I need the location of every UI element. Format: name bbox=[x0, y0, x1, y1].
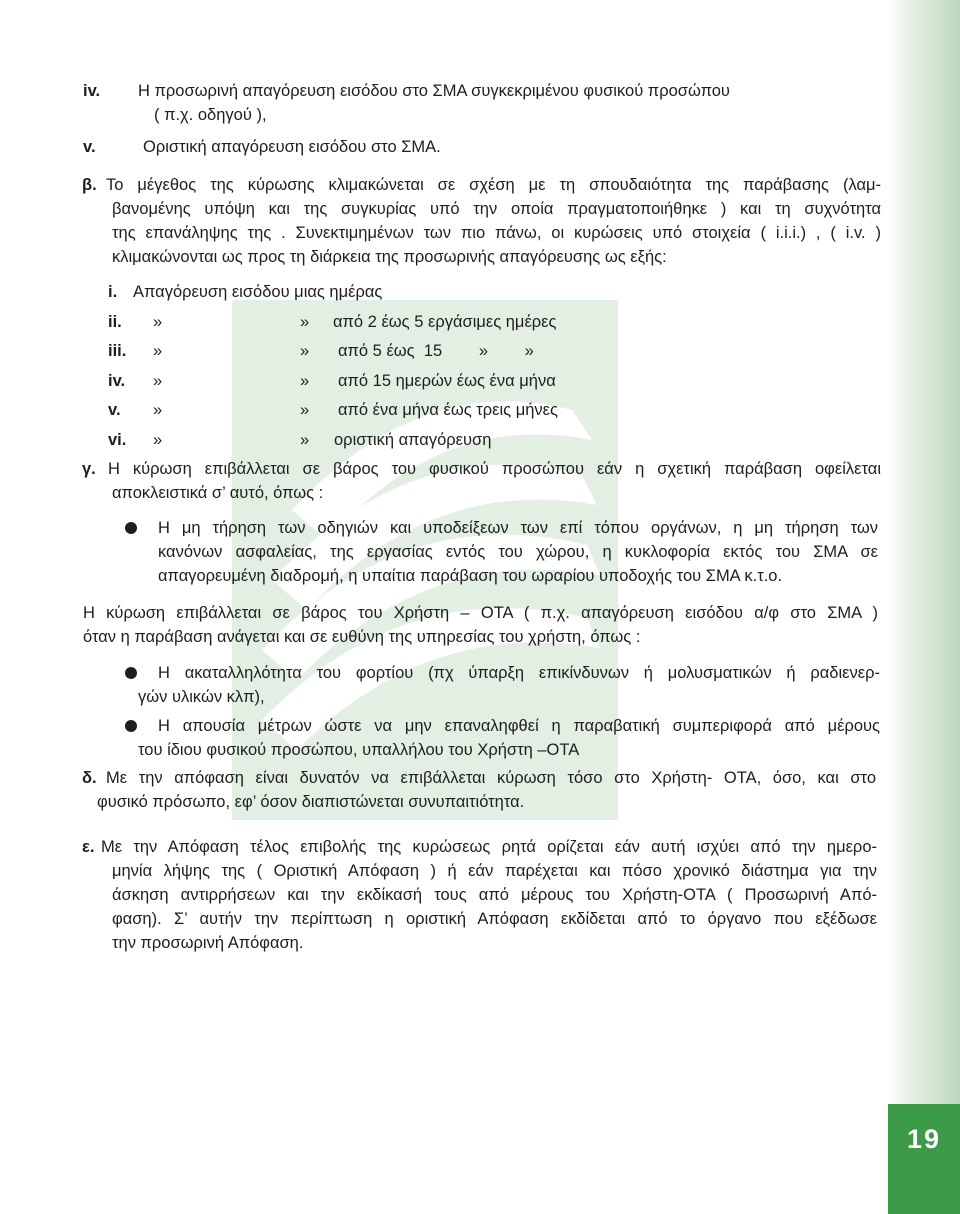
scale-ditto: » bbox=[153, 372, 163, 390]
bullet-text: Η ακαταλληλότητα του φορτίου (πχ ύπαρξη επικίνδυνων ή μολυσματικών ή ραδιενερ- bbox=[158, 664, 880, 682]
page-number-box bbox=[888, 1104, 960, 1214]
section-epsilon-line: Με την Απόφαση τέλος επιβολής της κυρώσεως ρητά ορίζεται εάν αυτή ισχύει από την ημερο- bbox=[101, 838, 877, 856]
section-delta-line: Με την απόφαση είναι δυνατόν να επιβάλλεται κύρωση τόσο στο Χρήστη- ΟΤΑ, όσο, και στο bbox=[106, 769, 876, 787]
section-beta-line: Το μέγεθος της κύρωσης κλιμακώνεται σε σχέση με τη σπουδαιότητα της παράβασης (λαμ- bbox=[106, 176, 881, 194]
bullet-text: απαγορευμένη διαδρομή, η υπαίτια παράβαση του ωραρίου υποδοχής του ΣΜΑ κ.τ.ο. bbox=[158, 567, 783, 585]
scale-ditto: » bbox=[153, 342, 163, 360]
item-iv-text: Η προσωρινή απαγόρευση εισόδου στο ΣΜΑ συγκεκριμένου φυσικού προσώπου bbox=[138, 82, 730, 100]
scale-text: από 15 ημερών έως ένα μήνα bbox=[338, 372, 556, 390]
scale-ditto: » bbox=[300, 431, 310, 449]
bullet-text: γών υλικών κλπ), bbox=[138, 688, 265, 706]
bullet-text: Η απουσία μέτρων ώστε να μην επαναληφθεί η παραβατική συμπεριφορά από μέρους bbox=[158, 717, 880, 735]
bullet-text: Η μη τήρηση των οδηγιών και υποδείξεων των επί τόπου οργάνων, η μη τήρηση των bbox=[158, 519, 878, 537]
scale-text: από ένα μήνα έως τρεις μήνες bbox=[338, 401, 558, 419]
scale-text: οριστική απαγόρευση bbox=[334, 431, 492, 449]
scale-ditto: » bbox=[153, 401, 163, 419]
scale-text: από 5 έως 15 » » bbox=[338, 342, 534, 360]
section-beta-marker: β. bbox=[82, 176, 97, 194]
bullet-dot bbox=[125, 720, 137, 732]
scale-ditto: » bbox=[300, 313, 310, 331]
item-v-marker: v. bbox=[83, 138, 96, 156]
scale-ditto: » bbox=[300, 401, 310, 419]
bullet-text: του ίδιου φυσικού προσώπου, υπαλλήλου του Χρήστη –ΟΤΑ bbox=[138, 741, 580, 759]
section-delta-marker: δ. bbox=[82, 769, 97, 787]
bullet-dot bbox=[125, 667, 137, 679]
section-gamma-para: Η κύρωση επιβάλλεται σε βάρος του Χρήστη – ΟΤΑ ( π.χ. απαγόρευση εισόδου α/φ στο ΣΜΑ ) bbox=[83, 604, 878, 622]
section-epsilon-marker: ε. bbox=[82, 838, 95, 856]
section-epsilon-line: την προσωρινή Απόφαση. bbox=[112, 934, 304, 952]
scale-marker: vi. bbox=[108, 431, 127, 449]
item-iv-text-cont: ( π.χ. οδηγού ), bbox=[154, 106, 267, 124]
bullet-text: κανόνων ασφαλείας, της εργασίας εντός του χώρου, η κυκλοφορία εκτός του ΣΜΑ σε bbox=[158, 543, 878, 561]
scale-text: Απαγόρευση εισόδου μιας ημέρας bbox=[133, 283, 383, 301]
page-number: 19 bbox=[906, 1124, 942, 1154]
section-gamma-line: Η κύρωση επιβάλλεται σε βάρος του φυσικού προσώπου εάν η σχετική παράβαση οφείλεται bbox=[108, 460, 881, 478]
scale-marker: iii. bbox=[108, 342, 127, 360]
section-beta-line: κλιμακώνονται ως προς τη διάρκεια της προσωρινής απαγόρευσης ως εξής: bbox=[112, 248, 667, 266]
section-beta-line: βανομένης υπόψη και της συγκυρίας υπό την οποία πραγματοποιήθηκε ) και τη συχνότητα bbox=[112, 200, 881, 218]
section-beta-line: της επανάληψης της . Συνεκτιμημένων των πιο πάνω, οι κυρώσεις υπό στοιχεία ( i.i.i.) , ( i.v. ) bbox=[112, 224, 881, 242]
scale-ditto: » bbox=[300, 342, 310, 360]
scale-ditto: » bbox=[300, 372, 310, 390]
section-gamma-line: αποκλειστικά σ’ αυτό, όπως : bbox=[112, 484, 324, 502]
scale-marker: v. bbox=[108, 401, 121, 419]
section-epsilon-line: μηνία λήψης της ( Οριστική Απόφαση ) ή εάν παρέχεται και πόσο χρονικό διάστημα για την bbox=[112, 862, 877, 880]
section-gamma-marker: γ. bbox=[82, 460, 96, 478]
scale-ditto: » bbox=[153, 431, 163, 449]
item-iv-marker: iv. bbox=[83, 82, 101, 100]
section-gamma-para: όταν η παράβαση ανάγεται και σε ευθύνη της υπηρεσίας του χρήστη, όπως : bbox=[83, 628, 641, 646]
bullet-dot bbox=[125, 522, 137, 534]
section-epsilon-line: άσκηση αντιρρήσεων και την εκδίκασή τους από μέρους του Χρήστη-ΟΤΑ ( Προσωρινή Από- bbox=[112, 886, 877, 904]
right-margin-band bbox=[888, 0, 960, 1214]
section-delta-line: φυσικό πρόσωπο, εφ’ όσον διαπιστώνεται συνυπαιτιότητα. bbox=[97, 793, 525, 811]
scale-ditto: » bbox=[153, 313, 163, 331]
scale-marker: iv. bbox=[108, 372, 126, 390]
item-v-text: Οριστική απαγόρευση εισόδου στο ΣΜΑ. bbox=[143, 138, 441, 156]
scale-marker: ii. bbox=[108, 313, 122, 331]
scale-marker: i. bbox=[108, 283, 118, 301]
scale-text: από 2 έως 5 εργάσιμες ημέρες bbox=[333, 313, 557, 331]
section-epsilon-line: φαση). Σ’ αυτήν την περίπτωση η οριστική Απόφαση εκδίδεται από το όργανο που εξέδωσε bbox=[112, 910, 877, 928]
